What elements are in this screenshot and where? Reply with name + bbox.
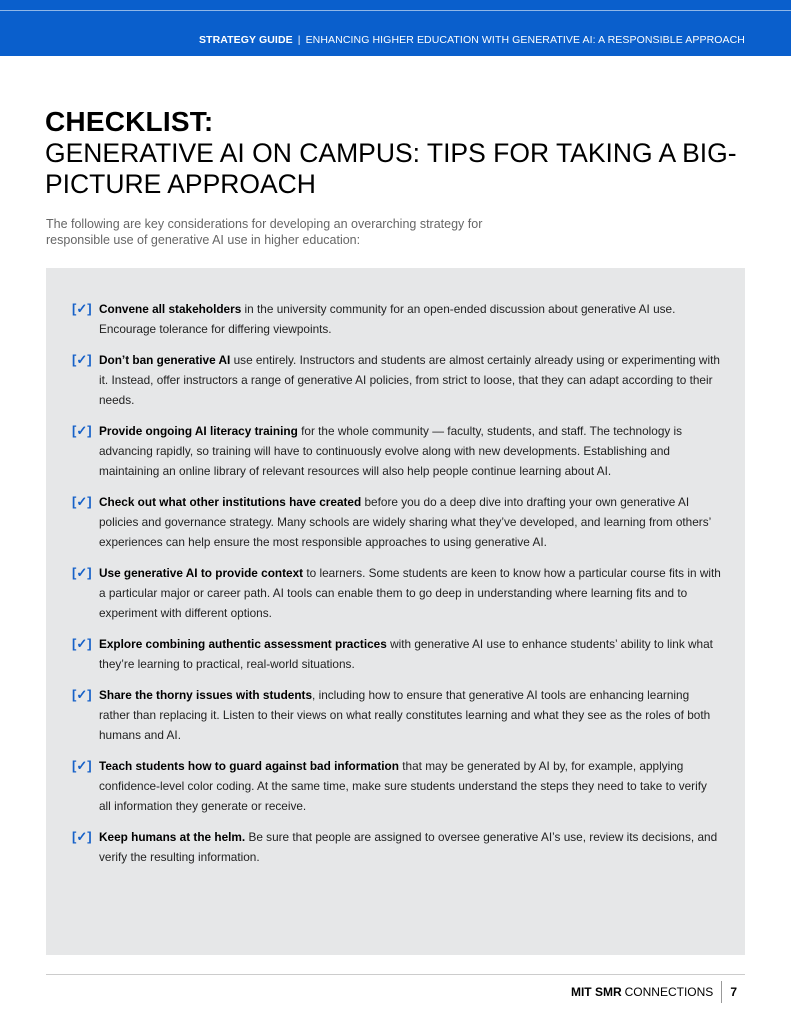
item-lead: Convene all stakeholders: [99, 302, 242, 316]
checklist-item: [46, 299, 745, 339]
header-separator: |: [297, 34, 301, 46]
page-footer: [571, 981, 737, 1003]
checkbox-icon: [✓]: [72, 423, 92, 438]
intro-paragraph: The following are key considerations for developing an overarching strategy for responsible use of generative AI use in higher education:: [46, 217, 483, 247]
checklist-item: [46, 827, 745, 867]
running-header: [199, 34, 745, 46]
item-lead: Check out what other institutions have created: [99, 495, 362, 509]
item-text: that may be generated by AI by, for example, applying confidence-level color coding. At the same time, make sure students understand the steps they need to take to verify all information they generate or receive.: [99, 759, 707, 813]
checklist-item: [46, 634, 745, 674]
checkbox-icon: [✓]: [72, 565, 92, 580]
item-text: to learners. Some students are keen to know how a particular course fits in with a particular major or career path. AI tools can enable them to go deep in understanding where learning fits and to experiment with different options.: [99, 566, 721, 620]
checklist-panel: [46, 268, 745, 955]
item-lead: Don’t ban generative AI: [99, 353, 231, 367]
item-text: before you do a deep dive into drafting your own generative AI policies and governance strategy. Many schools are widely sharing what they’ve developed, and learning from others’ experiences can help ensure the most responsible approaches to using generative AI.: [99, 495, 711, 549]
checkbox-icon: [✓]: [72, 301, 92, 316]
checklist-item: [46, 421, 745, 481]
checkbox-icon: [✓]: [72, 829, 92, 844]
footer-divider: [721, 981, 722, 1003]
item-text: with generative AI use to enhance students’ ability to link what they’re learning to practical, real-world situations.: [99, 637, 713, 671]
item-lead: Teach students how to guard against bad information: [99, 759, 399, 773]
checkbox-icon: [✓]: [72, 494, 92, 509]
page-number: 7: [730, 985, 737, 999]
page-title: CHECKLIST:: [45, 106, 214, 137]
item-text: in the university community for an open-ended discussion about generative AI use. Encourage tolerance for differing viewpoints.: [99, 302, 676, 336]
checklist-item: [46, 685, 745, 745]
checkbox-icon: [✓]: [72, 636, 92, 651]
guide-title: ENHANCING HIGHER EDUCATION WITH GENERATIVE AI: A RESPONSIBLE APPROACH: [305, 34, 745, 46]
item-text: Be sure that people are assigned to oversee generative AI’s use, review its decisions, and verify the resulting information.: [99, 830, 718, 864]
item-lead: Share the thorny issues with students: [99, 688, 313, 702]
checklist-item: [46, 563, 745, 623]
checklist-item: [46, 756, 745, 816]
checklist-item: [46, 492, 745, 552]
item-text: for the whole community — faculty, students, and staff. The technology is advancing rapidly, so training will have to continuously evolve along with new developments. Establishing and maintaining an online library of relevant resources will also help people continue learning about AI.: [99, 424, 683, 478]
checkbox-icon: [✓]: [72, 758, 92, 773]
checklist: [46, 299, 745, 878]
header-bar: [0, 0, 791, 56]
footer-rule: [46, 974, 745, 975]
brand-suffix: CONNECTIONS: [624, 985, 714, 999]
item-lead: Use generative AI to provide context: [99, 566, 304, 580]
item-text: , including how to ensure that generative AI tools are enhancing learning rather than replacing it. Listen to their views on what really constitutes learning and what they see as the roles of both humans and AI.: [99, 688, 711, 742]
checkbox-icon: [✓]: [72, 687, 92, 702]
checklist-item: [46, 350, 745, 410]
brand-name: MIT SMR: [570, 985, 622, 999]
header-rule: [0, 10, 791, 11]
item-lead: Provide ongoing AI literacy training: [99, 424, 298, 438]
item-lead: Keep humans at the helm.: [99, 830, 246, 844]
item-lead: Explore combining authentic assessment practices: [99, 637, 387, 651]
guide-label: STRATEGY GUIDE: [198, 34, 293, 46]
item-text: use entirely. Instructors and students are almost certainly already using or experimenting with it. Instead, offer instructors a range of generative AI policies, from strict to loose, that they can adapt according to their needs.: [99, 353, 720, 407]
checkbox-icon: [✓]: [72, 352, 92, 367]
page-subtitle: GENERATIVE AI ON CAMPUS: TIPS FOR TAKING A BIG-PICTURE APPROACH: [45, 138, 737, 199]
